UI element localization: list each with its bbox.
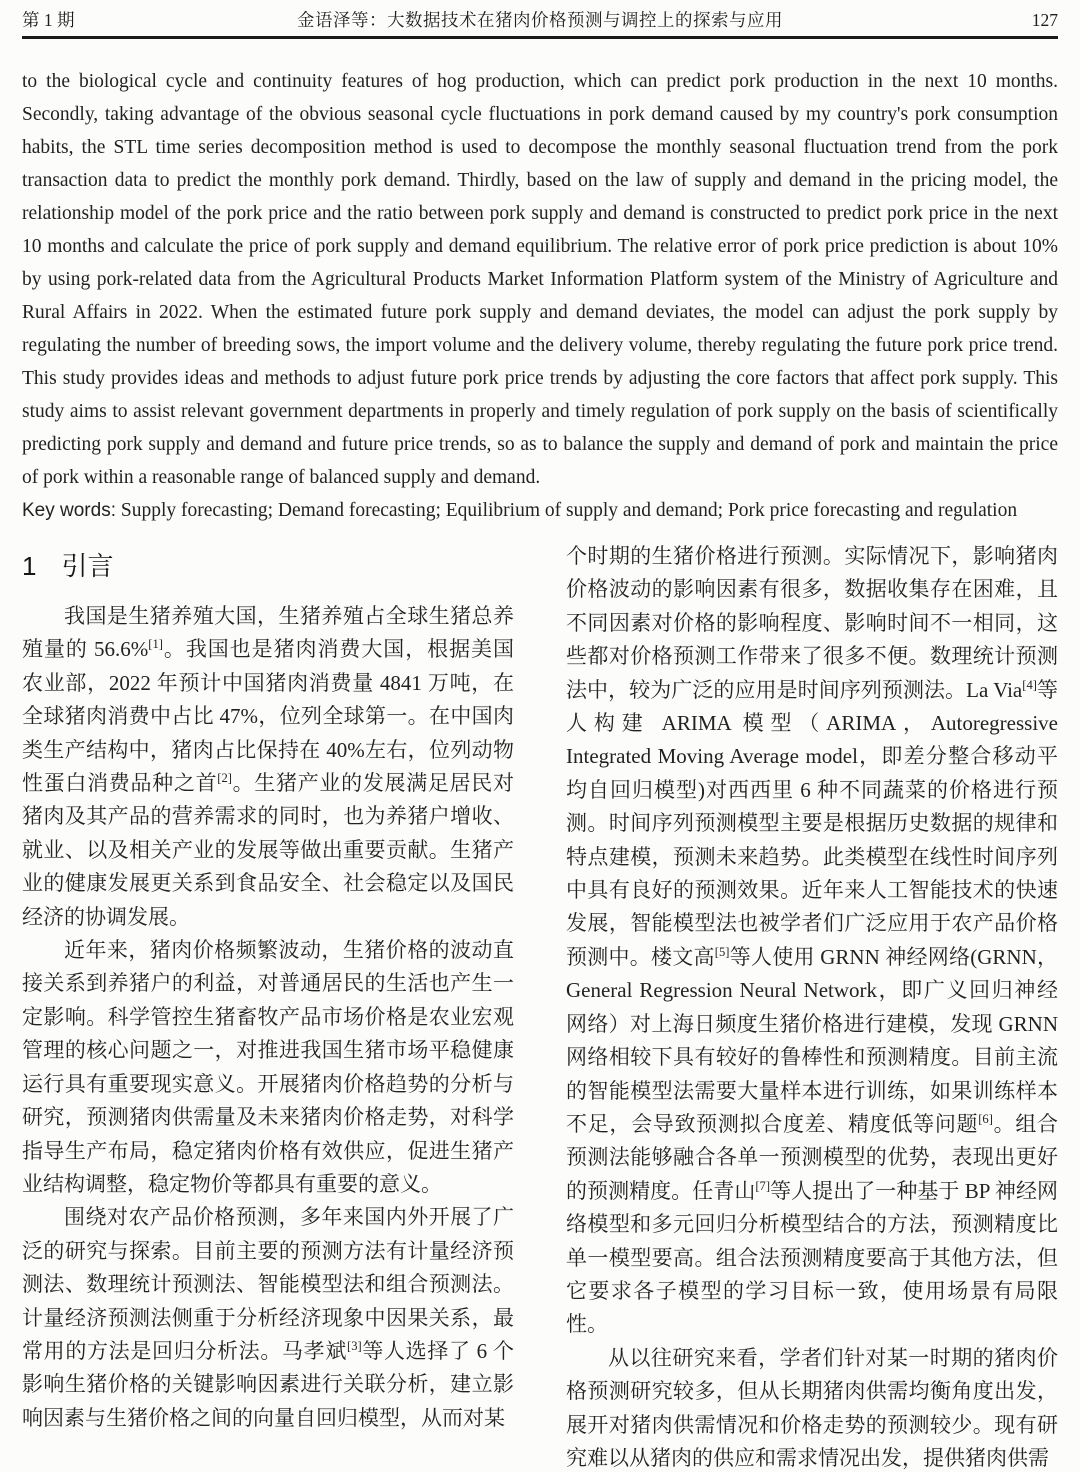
paragraph: 个时期的生猪价格进行预测。实际情况下，影响猪肉价格波动的影响因素有很多，数据收集存在困难，且不同因素对价格的影响程度、影响时间不一相同，这些都对价格预测工作带来了很多不便。数理统计预测法中，较为广泛的应用是时间序列预测法。La Via[4]等人构建 ARIMA 模型（ARIMA，Autoregressive Integrated Moving Average model，即差分整合移动平均自回归模型)对西西里 6 种不同蔬菜的价格进行预测。时间序列预测模型主要是根据历史数据的规律和特点建模，预测未来趋势。此类模型在线性时间序列中具有良好的预测效果。近年来人工智能技术的快速发展，智能模型法也被学者们广泛应用于农产品价格预测中。楼文高[5]等人使用 GRNN 神经网络(GRNN，General Regression Neural Network，即广义回归神经网络）对上海日频度生猪价格进行建模，发现 GRNN 网络相较下具有较好的鲁棒性和预测精度。目前主流的智能模型法需要大量样本进行训练，如果训练样本不足，会导致预测拟合度差、精度低等问题[6]。组合预测法能够融合各单一预测模型的优势，表现出更好的预测精度。任青山[7]等人提出了一种基于 BP 神经网络模型和多元回归分析模型结合的方法，预测精度比单一模型要高。组合法预测精度要高于其他方法，但它要求各子模型的学习目标一致，使用场景有局限性。 [566,544,1059,1337]
running-title: 金语泽等：大数据技术在猪肉价格预测与调控上的探索与应用 [297,10,783,30]
paragraph: 围绕对农产品价格预测，多年来国内外开展了广泛的研究与探索。目前主要的预测方法有计量经济预测法、数理统计预测法、智能模型法和组合预测法。计量经济预测法侧重于分析经济现象中因果关系，最常用的方法是回归分析法。马孝斌[3]等人选择了 6 个影响生猪价格的关键影响因素进行关联分析，建立影响因素与生猪价格之间的向量自回归模型，从而对某 [22,1205,515,1430]
left-column [22,540,514,1472]
paragraph: 近年来，猪肉价格频繁波动，生猪价格的波动直接关系到养猪户的利益，对普通居民的生活也产生一定影响。科学管控生猪畜牧产品市场价格是农业宏观管理的核心问题之一，对推进我国生猪市场平稳健康运行具有重要现实意义。开展猪肉价格趋势的分析与研究，预测猪肉供需量及未来猪肉价格走势，对科学指导生产布局，稳定猪肉价格有效供应，促进生猪产业结构调整，稳定物价等都具有重要的意义。 [22,938,514,1196]
keywords-label: Key words: [22,500,116,521]
abstract-text: to the biological cycle and continuity features of hog production, which can predict pork production in the next 10 months. Secondly, taking advantage of the obvious seasonal cycle fluctuations in pork demand caused by my country's pork consumption habits, the STL time series decomposition method is used to decompose the monthly seasonal fluctuation trend from the pork transaction data to predict the monthly pork demand. Thirdly, based on the law of supply and demand in the pricing model, the relationship model of the pork price and the ratio between pork supply and demand is constructed to predict pork price in the next 10 months and calculate the price of pork supply and demand equilibrium. The relative error of pork price prediction is about 10% by using pork-related data from the Agricultural Products Market Information Platform system of the Ministry of Agriculture and Rural Affairs in 2022. When the estimated future pork supply and demand deviates, the model can adjust the pork supply by regulating the number of breeding sows, the import volume and the delivery volume, thereby regulating the future pork price trend. This study provides ideas and methods to adjust future pork price trends by adjusting the core factors that affect pork supply. This study aims to assist relevant government departments in properly and timely regulation of pork supply on the basis of scientifically predicting pork supply and demand and future price trends, so as to balance the supply and demand of pork and maintain the price of pork within a reasonable range of balanced supply and demand. [22,71,1058,488]
section-heading [22,549,514,583]
keywords-line [22,494,1058,527]
two-column-body [22,540,1058,1472]
keywords-text: Supply forecasting; Demand forecasting; Equilibrium of supply and demand; Pork price forecasting and regulation [115,500,1018,521]
page-number: 127 [1031,10,1058,30]
page-header [22,0,1058,31]
section-number: 1 [22,551,37,581]
paragraph: 我国是生猪养殖大国，生猪养殖占全球生猪总养殖量的 56.6%[1]。我国也是猪肉消费大国，根据美国农业部，2022 年预计中国猪肉消费量 4841 万吨，在全球猪肉消费中占比 47%，位列全球第一。在中国肉类生产结构中，猪肉占比保持在 40%左右，位列动物性蛋白消费品种之首[2]。生猪产业的发展满足居民对猪肉及其产品的营养需求的同时，也为养猪户增收、就业、以及相关产业的发展等做出重要贡献。生猪产业的健康发展更关系到食品安全、社会稳定以及国民经济的协调发展。 [22,604,515,929]
abstract-section [22,65,1058,527]
issue-label: 第 1 期 [22,10,75,30]
section-title: 引言 [61,551,114,581]
paragraph: 从以往研究来看，学者们针对某一时期的猪肉价格预测研究较多，但从长期猪肉供需均衡角度出发，展开对猪肉供需情况和价格走势的预测较少。现有研究难以从猪肉的供应和需求情况出发，提供猪肉供需 [566,1345,1058,1470]
header-rule [22,36,1058,39]
right-column [566,540,1058,1472]
